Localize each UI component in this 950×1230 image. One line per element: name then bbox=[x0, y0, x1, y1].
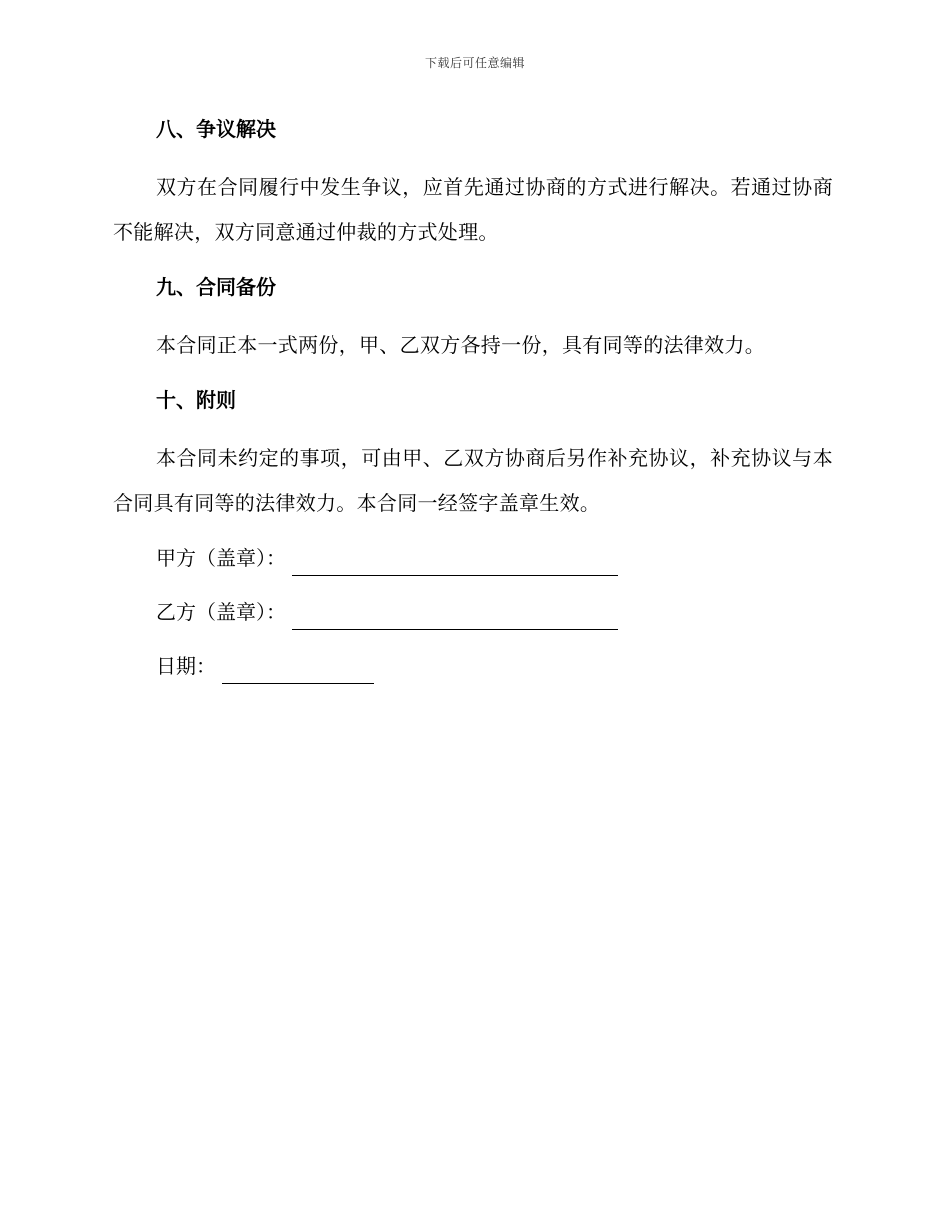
party-a-signature-row bbox=[113, 541, 833, 576]
date-line[interactable] bbox=[222, 658, 374, 684]
party-a-label: 甲方（盖章）： bbox=[156, 546, 286, 570]
section-paragraph: 本合同正本一式两份，甲、乙双方各持一份，具有同等的法律效力。 bbox=[156, 333, 765, 357]
section-paragraph: 本合同未约定的事项，可由甲、乙双方协商后另作补充协议，补充协议与本合同具有同等的法律效力。本合同一经签字盖章生效。 bbox=[113, 446, 833, 515]
section-heading: 十、附则 bbox=[156, 388, 236, 412]
section-paragraph: 双方在合同履行中发生争议，应首先通过协商的方式进行解决。若通过协商不能解决，双方同意通过仲裁的方式处理。 bbox=[113, 175, 833, 244]
section-dispute-resolution bbox=[113, 112, 833, 255]
section-supplementary-provisions bbox=[113, 383, 833, 526]
party-a-signature-line[interactable] bbox=[292, 550, 618, 576]
date-label: 日期： bbox=[156, 654, 216, 678]
section-heading: 八、争议解决 bbox=[156, 117, 276, 141]
date-row bbox=[113, 649, 833, 684]
party-b-signature-line[interactable] bbox=[292, 604, 618, 630]
signature-block bbox=[113, 541, 833, 684]
document-body bbox=[113, 112, 833, 703]
header-note: 下载后可任意编辑 bbox=[424, 56, 525, 70]
section-heading: 九、合同备份 bbox=[156, 275, 276, 299]
section-contract-copies bbox=[113, 270, 833, 368]
party-b-signature-row bbox=[113, 595, 833, 630]
party-b-label: 乙方（盖章）： bbox=[156, 600, 286, 624]
